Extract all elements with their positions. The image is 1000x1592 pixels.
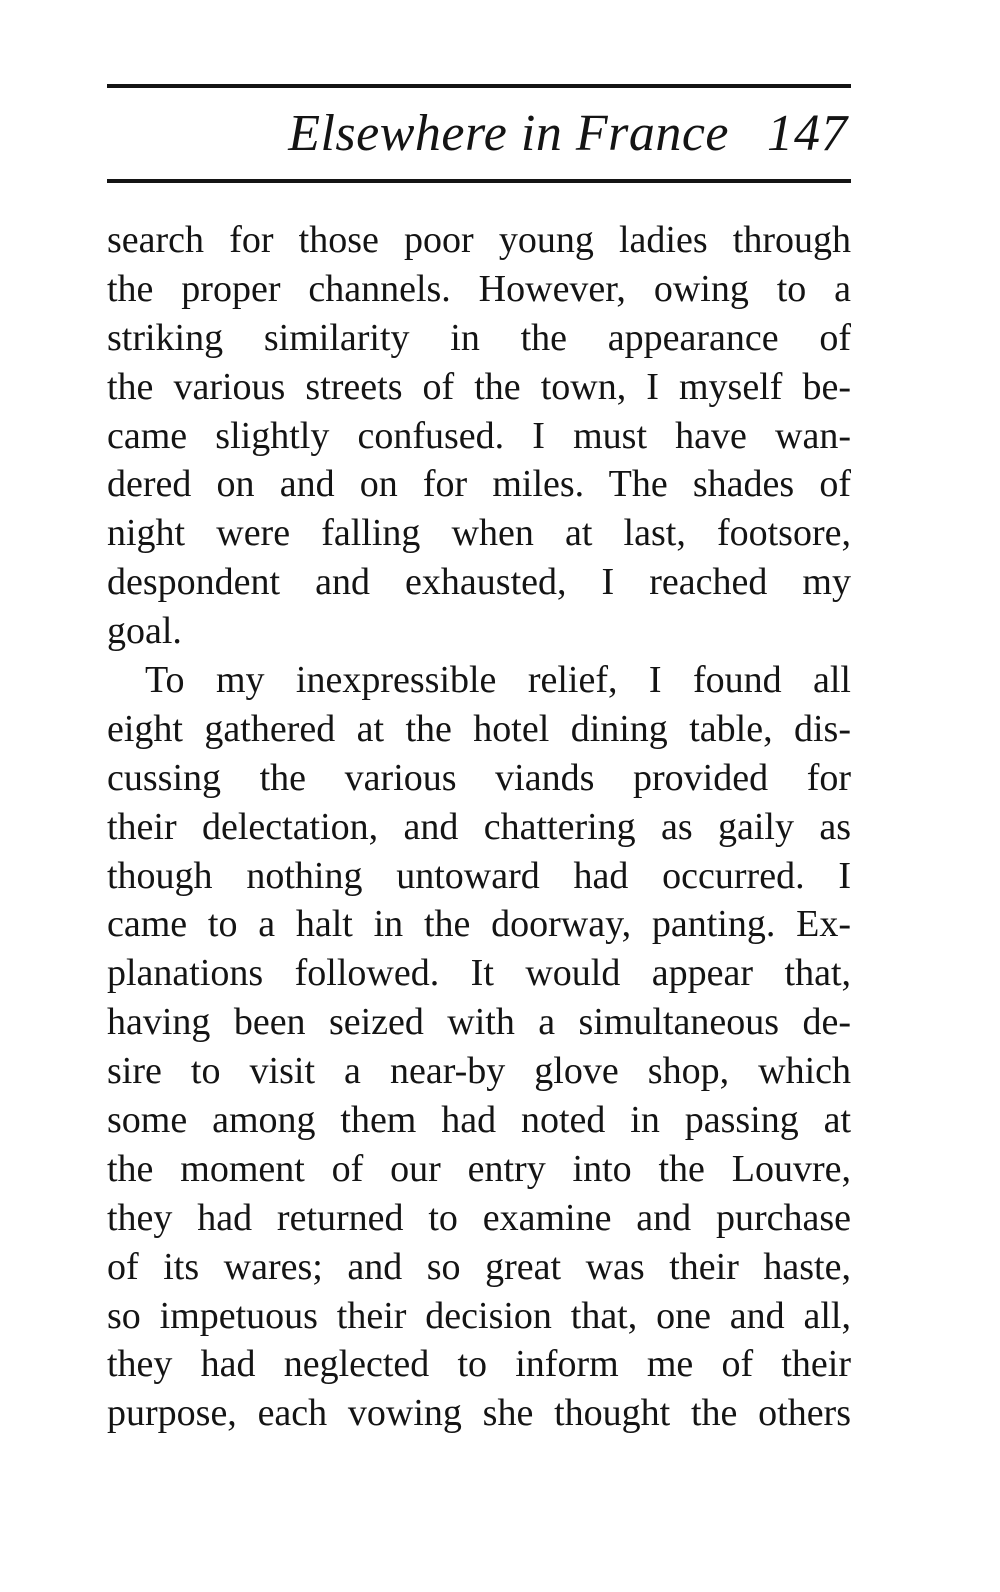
text-line: though nothing untoward had occurred. I — [107, 854, 851, 897]
text-line: sire to visit a near-by glove shop, which — [107, 1050, 851, 1093]
text-line: cussing the various viands provided for — [107, 756, 851, 799]
text-line: purpose, each vowing she thought the others — [107, 1392, 851, 1435]
paragraph-end-line: goal. — [107, 610, 182, 653]
text-line: having been seized with a simultaneous de- — [107, 1001, 851, 1044]
header-bottom-rule — [107, 179, 851, 183]
text-line: search for those poor young ladies through — [107, 219, 851, 261]
text-line: the various streets of the town, I myself be- — [107, 365, 851, 408]
text-line: despondent and exhausted, I reached my — [107, 561, 851, 604]
header-top-rule — [107, 84, 851, 88]
text-line: they had neglected to inform me of their — [107, 1343, 851, 1386]
running-head — [288, 96, 848, 172]
text-line: they had returned to examine and purchase — [107, 1196, 851, 1239]
text-line: dered on and on for miles. The shades of — [107, 463, 851, 506]
text-line: some among them had noted in passing at — [107, 1099, 851, 1142]
running-head-title: Elsewhere in France — [288, 105, 729, 162]
text-line: the proper channels. However, owing to a — [107, 267, 851, 310]
text-line: striking similarity in the appearance of — [107, 316, 851, 359]
text-line: of its wares; and so great was their haste, — [107, 1245, 851, 1288]
text-line: night were falling when at last, footsore, — [107, 512, 851, 555]
text-line: so impetuous their decision that, one and all, — [107, 1294, 851, 1337]
body-text — [107, 216, 851, 1438]
text-line: the moment of our entry into the Louvre, — [107, 1147, 851, 1190]
text-line: eight gathered at the hotel dining table, dis- — [107, 707, 851, 750]
text-line: planations followed. It would appear that, — [107, 952, 851, 995]
text-line: their delectation, and chattering as gaily as — [107, 805, 851, 848]
page-number: 147 — [767, 105, 848, 162]
text-line: came to a halt in the doorway, panting. Ex- — [107, 903, 851, 946]
paragraph-first-line: To my inexpressible relief, I found all — [145, 659, 851, 702]
text-line: came slightly confused. I must have wan- — [107, 414, 851, 457]
